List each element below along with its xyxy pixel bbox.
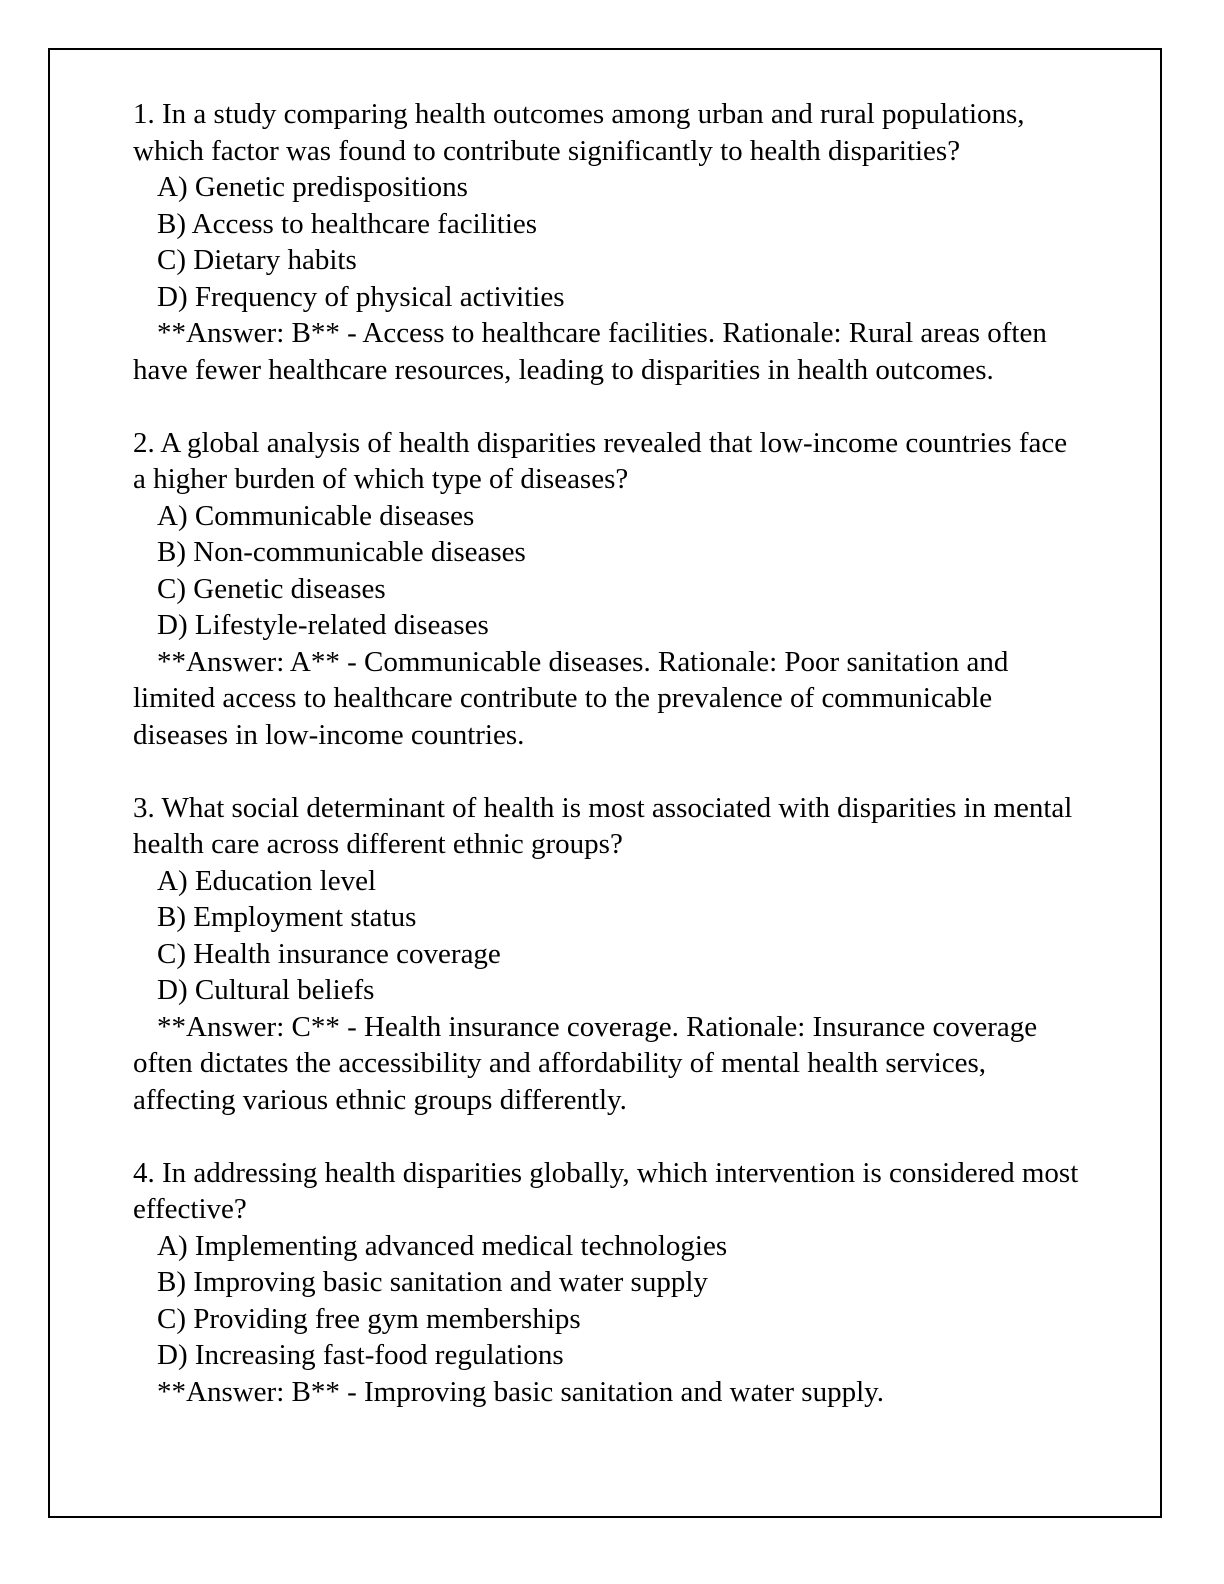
answer-rationale: **Answer: C** - Health insurance coverage. Rationale: Insurance coverage often dictates the accessibility and affordability of mental health services, affecting various ethnic groups differently. <box>133 1010 1038 1116</box>
question-text: 1. In a study comparing health outcomes among urban and rural populations, which factor was found to contribute significantly to health disparities? <box>133 98 1025 167</box>
option-a: A) Genetic predispositions <box>157 171 468 203</box>
question-4 <box>133 1155 1083 1411</box>
option-c: C) Health insurance coverage <box>157 937 501 970</box>
option-b: B) Non-communicable diseases <box>157 536 526 568</box>
question-text: 4. In addressing health disparities globally, which intervention is considered most effective? <box>133 1156 1079 1225</box>
option-a: A) Implementing advanced medical technologies <box>157 1229 728 1262</box>
option-c: C) Dietary habits <box>157 244 357 276</box>
option-c: C) Genetic diseases <box>157 572 386 605</box>
question-3 <box>133 790 1083 1119</box>
question-1 <box>133 96 1083 388</box>
option-d: D) Cultural beliefs <box>157 974 375 1006</box>
option-a: A) Communicable diseases <box>157 499 475 532</box>
question-text: 2. A global analysis of health disparities revealed that low-income countries face a higher burden of which type of diseases? <box>133 426 1068 495</box>
option-d: D) Lifestyle-related diseases <box>157 609 489 641</box>
option-c: C) Providing free gym memberships <box>157 1302 581 1335</box>
answer-rationale: **Answer: A** - Communicable diseases. Rationale: Poor sanitation and limited access to healthcare contribute to the prevalence of communicable diseases in low-income countries. <box>133 645 1009 751</box>
question-text: 3. What social determinant of health is most associated with disparities in mental health care across different ethnic groups? <box>133 791 1073 860</box>
option-b: B) Employment status <box>157 901 417 933</box>
answer-rationale: **Answer: B** - Access to healthcare facilities. Rationale: Rural areas often have fewer healthcare resources, leading to disparities in health outcomes. <box>133 317 1047 386</box>
option-d: D) Frequency of physical activities <box>157 280 565 313</box>
question-2 <box>133 425 1083 754</box>
option-b: B) Access to healthcare facilities <box>157 207 538 240</box>
answer-rationale: **Answer: B** - Improving basic sanitation and water supply. <box>157 1375 885 1408</box>
option-d: D) Increasing fast-food regulations <box>157 1339 564 1371</box>
option-b: B) Improving basic sanitation and water supply <box>157 1266 708 1298</box>
document-body <box>133 96 1083 1447</box>
option-a: A) Education level <box>157 864 377 897</box>
